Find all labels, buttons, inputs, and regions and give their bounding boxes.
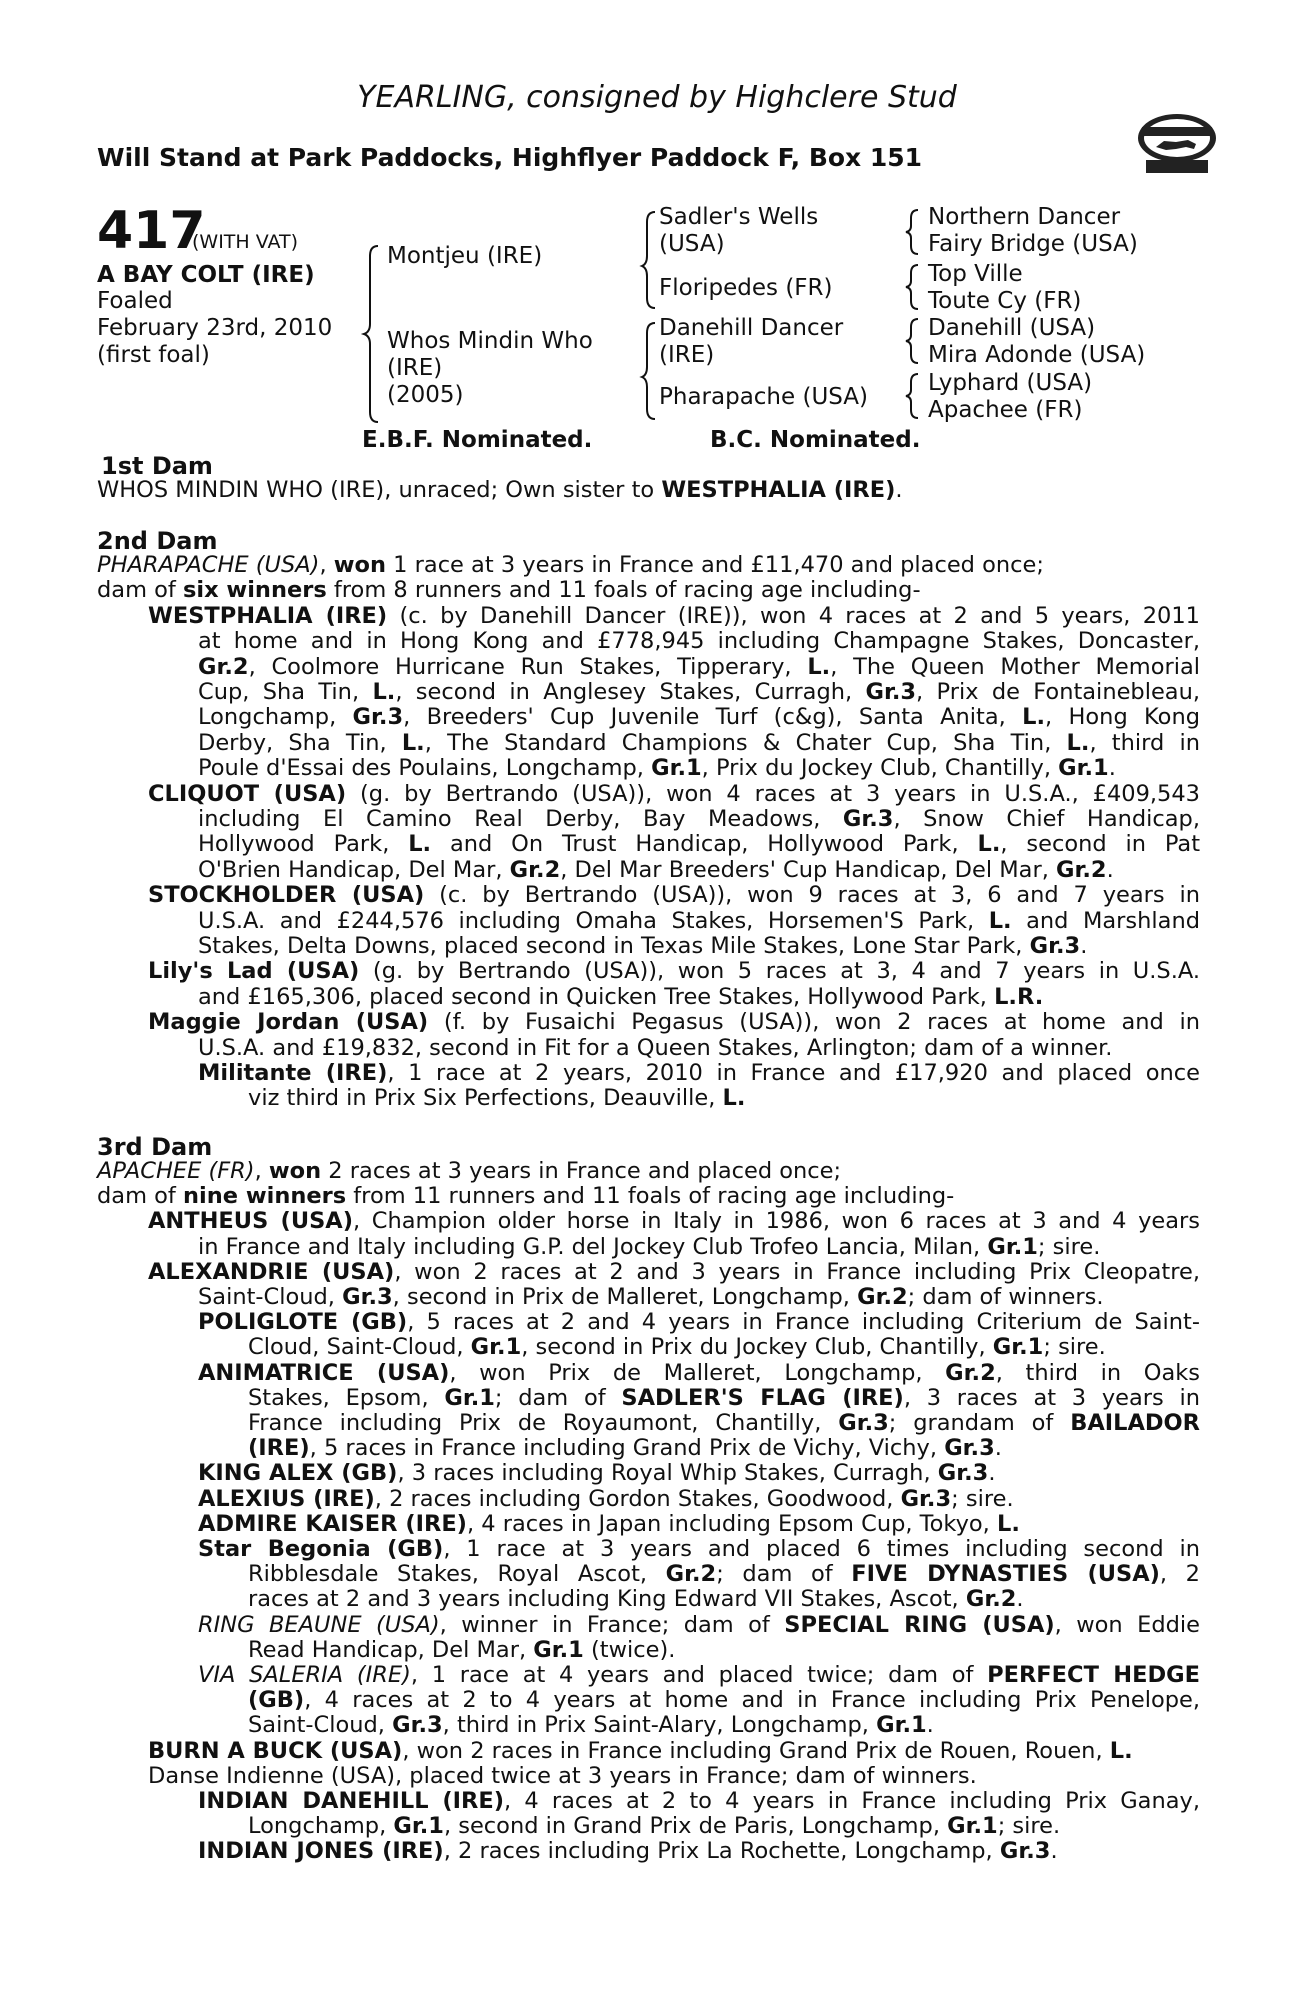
first-dam-heading: 1st Dam	[101, 452, 213, 480]
gen3-3: Top Ville	[928, 261, 1023, 287]
dam-sire-line2: (IRE)	[659, 342, 715, 368]
foaled-label: Foaled	[97, 288, 173, 314]
gen3-4: Toute Cy (FR)	[928, 288, 1082, 314]
third-dam-body: APACHEE (FR), won 2 races at 3 years in France and placed once; dam of nine winners from 11 runners and 11 foals of racing age including- ANTHEUS (USA), Champion older horse in Italy in 1986, won 6 races at 3 and 4 years in France and Italy including G.P. del Jockey Club Trofeo Lancia, Milan, Gr.1; sire. ALEXANDRIE (USA), won 2 races at 2 and 3 years in France including Prix Cleopatre, Saint-Cloud, Gr.3, second in Prix de Malleret, Longchamp, Gr.2; dam of winners. POLIGLOTE (GB), 5 races at 2 and 4 years in France including Criterium de Saint- Cloud, Saint-Cloud, Gr.1, second in Prix du Jockey Club, Chantilly, Gr.1; sire. ANIMATRICE (USA), won Prix de Malleret, Longchamp, Gr.2, third in Oaks Stakes, Epsom, Gr.1; dam of SADLER'S FLAG (IRE), 3 races at 3 years in France including Prix de Royaumont, Chantilly, Gr.3; grandam of BAILADOR (IRE), 5 races in France including Grand Prix de Vichy, Vichy, Gr.3. KING ALEX (GB), 3 races including Royal Whip Stakes, Curragh, Gr.3. ALEXIUS (IRE), 2 races including Gordon Stakes, Goodwood, Gr.3; sire. ADMIRE KAISER (IRE), 4 races in Japan including Epsom Cup, Tokyo, L. Star Begonia (GB), 1 race at 3 years and placed 6 times including second in Ribblesdale Stakes, Royal Ascot, Gr.2; dam of FIVE DYNASTIES (USA), 2 races at 2 and 3 years including King Edward VII Stakes, Ascot, Gr.2. RING BEAUNE (USA), winner in France; dam of SPECIAL RING (USA), won Eddie Read Handicap, Del Mar, Gr.1 (twice). VIA SALERIA (IRE), 1 race at 4 years and placed twice; dam of PERFECT HEDGE (GB), 4 races at 2 to 4 years at home and in France including Prix Penelope, Saint-Cloud, Gr.3, third in Prix Saint-Alary, Longchamp, Gr.1. BURN A BUCK (USA), won 2 races in France including Grand Prix de Rouen, Rouen, L. Danse Indienne (USA), placed twice at 3 years in France; dam of winners. INDIAN DANEHILL (IRE), 4 races at 2 to 4 years in France including Prix Ganay, Longchamp, Gr.1, second in Grand Prix de Paris, Longchamp, Gr.1; sire. INDIAN JONES (IRE), 2 races including Prix La Rochette, Longchamp, Gr.3.	[97, 1158, 1201, 1865]
vat-note: (WITH VAT)	[192, 231, 299, 253]
gen3-6: Mira Adonde (USA)	[928, 342, 1146, 368]
sire-sire-line1: Sadler's Wells	[659, 204, 819, 230]
consignment-header: YEARLING, consigned by Highclere Stud	[357, 80, 957, 115]
sire-sire-line2: (USA)	[659, 231, 725, 257]
first-foal-note: (first foal)	[97, 342, 210, 368]
gen3-1: Northern Dancer	[928, 204, 1121, 230]
horse-name: A BAY COLT (IRE)	[97, 262, 315, 288]
foaled-date: February 23rd, 2010	[97, 315, 333, 341]
lot-number: 417	[97, 201, 206, 261]
gen3-2: Fairy Bridge (USA)	[928, 231, 1138, 257]
second-dam-heading: 2nd Dam	[97, 527, 218, 555]
dam-sire-line1: Danehill Dancer	[659, 315, 844, 341]
dam-name-line1: Whos Mindin Who	[387, 328, 593, 354]
sire-name: Montjeu (IRE)	[387, 243, 543, 269]
second-dam-body: PHARAPACHE (USA), won 1 race at 3 years in France and £11,470 and placed once; dam of six winners from 8 runners and 11 foals of racing age including- WESTPHALIA (IRE) (c. by Danehill Dancer (IRE)), won 4 races at 2 and 5 years, 2011 at home and in Hong Kong and £778,945 including Champagne Stakes, Doncaster, Gr.2, Coolmore Hurricane Run Stakes, Tipperary, L., The Queen Mother Memorial Cup, Sha Tin, L., second in Anglesey Stakes, Curragh, Gr.3, Prix de Fontainebleau, Longchamp, Gr.3, Breeders' Cup Juvenile Turf (c&g), Santa Anita, L., Hong Kong Derby, Sha Tin, L., The Standard Champions & Chater Cup, Sha Tin, L., third in Poule d'Essai des Poulains, Longchamp, Gr.1, Prix du Jockey Club, Chantilly, Gr.1. CLIQUOT (USA) (g. by Bertrando (USA)), won 4 races at 3 years in U.S.A., £409,543 including El Camino Real Derby, Bay Meadows, Gr.3, Snow Chief Handicap, Hollywood Park, L. and On Trust Handicap, Hollywood Park, L., second in Pat O'Brien Handicap, Del Mar, Gr.2, Del Mar Breeders' Cup Handicap, Del Mar, Gr.2. STOCKHOLDER (USA) (c. by Bertrando (USA)), won 9 races at 3, 6 and 7 years in U.S.A. and £244,576 including Omaha Stakes, Horsemen'S Park, L. and Marshland Stakes, Delta Downs, placed second in Texas Mile Stakes, Lone Star Park, Gr.3. Lily's Lad (USA) (g. by Bertrando (USA)), won 5 races at 3, 4 and 7 years in U.S.A. and £165,306, placed second in Quicken Tree Stakes, Hollywood Park, L.R. Maggie Jordan (USA) (f. by Fusaichi Pegasus (USA)), won 2 races at home and in U.S.A. and £19,832, second in Fit for a Queen Stakes, Arlington; dam of a winner. Militante (IRE), 1 race at 2 years, 2010 in France and £17,920 and placed once viz third in Prix Six Perfections, Deauville, L.	[97, 552, 1201, 1112]
ebf-nominated: E.B.F. Nominated.	[362, 427, 593, 453]
gen3-7: Lyphard (USA)	[928, 370, 1093, 396]
gen3-5: Danehill (USA)	[928, 315, 1096, 341]
third-dam-heading: 3rd Dam	[97, 1133, 213, 1161]
dam-dam: Pharapache (USA)	[659, 384, 869, 410]
dam-name-line2: (IRE)	[387, 355, 443, 381]
bc-nominated: B.C. Nominated.	[710, 427, 921, 453]
gen3-8: Apachee (FR)	[928, 397, 1083, 423]
dam-foaled-year: (2005)	[387, 382, 464, 408]
sire-dam: Floripedes (FR)	[659, 275, 833, 301]
stand-location: Will Stand at Park Paddocks, Highflyer Paddock F, Box 151	[97, 143, 923, 172]
first-dam-text: WHOS MINDIN WHO (IRE), unraced; Own sister to WESTPHALIA (IRE).	[97, 477, 903, 503]
